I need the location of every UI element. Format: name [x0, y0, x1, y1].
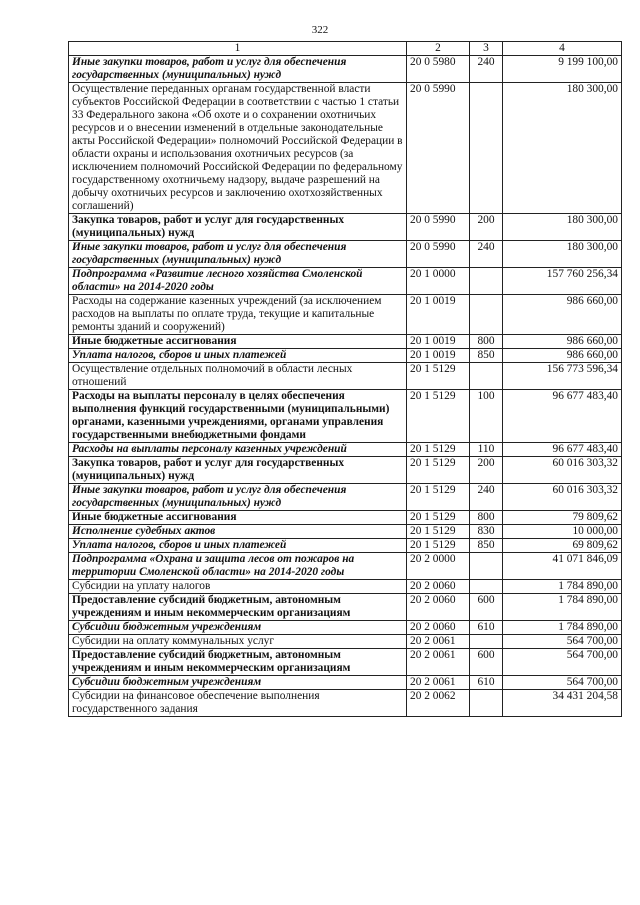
table-row [69, 649, 622, 676]
row-name: Расходы на выплаты персоналу в целях обеспечения выполнения функций государственными (муниципальными) органами, казенными учреждениями, органами управления государственными внебюджетными фондами [69, 390, 407, 443]
budget-code: 20 1 5129 [407, 525, 470, 539]
expense-type [470, 690, 503, 717]
expense-type [470, 580, 503, 594]
table-row [69, 511, 622, 525]
budget-code: 20 1 5129 [407, 390, 470, 443]
row-name: Иные бюджетные ассигнования [69, 511, 407, 525]
budget-code: 20 0 5990 [407, 241, 470, 268]
budget-code: 20 2 0062 [407, 690, 470, 717]
budget-code: 20 1 5129 [407, 443, 470, 457]
expense-type: 610 [470, 621, 503, 635]
table-row [69, 635, 622, 649]
amount: 564 700,00 [503, 635, 622, 649]
table-row [69, 268, 622, 295]
amount: 180 300,00 [503, 241, 622, 268]
amount: 986 660,00 [503, 349, 622, 363]
table-body [69, 56, 622, 717]
budget-code: 20 2 0060 [407, 594, 470, 621]
table-row [69, 525, 622, 539]
amount: 180 300,00 [503, 214, 622, 241]
row-name: Закупка товаров, работ и услуг для государственных (муниципальных) нужд [69, 214, 407, 241]
table-row [69, 295, 622, 335]
amount: 96 677 483,40 [503, 390, 622, 443]
row-name: Уплата налогов, сборов и иных платежей [69, 349, 407, 363]
row-name: Иные бюджетные ассигнования [69, 335, 407, 349]
expense-type [470, 635, 503, 649]
table-row [69, 484, 622, 511]
table-row [69, 594, 622, 621]
budget-code: 20 0 5980 [407, 56, 470, 83]
row-name: Иные закупки товаров, работ и услуг для обеспечения государственных (муниципальных) нужд [69, 484, 407, 511]
budget-code: 20 2 0061 [407, 649, 470, 676]
row-name: Предоставление субсидий бюджетным, автономным учреждениям и иным некоммерческим организациям [69, 649, 407, 676]
expense-type [470, 83, 503, 214]
table-row [69, 56, 622, 83]
table-row [69, 553, 622, 580]
expense-type: 240 [470, 56, 503, 83]
row-name: Расходы на выплаты персоналу казенных учреждений [69, 443, 407, 457]
amount: 34 431 204,58 [503, 690, 622, 717]
amount: 79 809,62 [503, 511, 622, 525]
row-name: Субсидии на финансовое обеспечение выполнения государственного задания [69, 690, 407, 717]
budget-code: 20 0 5990 [407, 214, 470, 241]
expense-type: 240 [470, 241, 503, 268]
table-row [69, 443, 622, 457]
amount: 986 660,00 [503, 335, 622, 349]
expense-type: 830 [470, 525, 503, 539]
budget-code: 20 1 5129 [407, 539, 470, 553]
row-name: Подпрограмма «Развитие лесного хозяйства Смоленской области» на 2014-2020 годы [69, 268, 407, 295]
row-name: Иные закупки товаров, работ и услуг для обеспечения государственных (муниципальных) нужд [69, 241, 407, 268]
table-row [69, 214, 622, 241]
table-row [69, 690, 622, 717]
expense-type [470, 268, 503, 295]
expense-type: 110 [470, 443, 503, 457]
header-col-2: 2 [407, 42, 470, 56]
table-row [69, 676, 622, 690]
budget-code: 20 2 0060 [407, 621, 470, 635]
amount: 180 300,00 [503, 83, 622, 214]
budget-code: 20 1 5129 [407, 363, 470, 390]
expense-type: 600 [470, 594, 503, 621]
table-row [69, 539, 622, 553]
expense-type: 800 [470, 511, 503, 525]
amount: 1 784 890,00 [503, 621, 622, 635]
expense-type [470, 553, 503, 580]
table-row [69, 390, 622, 443]
budget-code: 20 2 0000 [407, 553, 470, 580]
header-row [69, 42, 622, 56]
budget-code: 20 1 0019 [407, 349, 470, 363]
page-number: 322 [311, 24, 329, 36]
table-row [69, 83, 622, 214]
expense-type: 100 [470, 390, 503, 443]
amount: 60 016 303,32 [503, 484, 622, 511]
amount: 156 773 596,34 [503, 363, 622, 390]
expense-type [470, 295, 503, 335]
row-name: Субсидии бюджетным учреждениям [69, 621, 407, 635]
amount: 96 677 483,40 [503, 443, 622, 457]
row-name: Субсидии на уплату налогов [69, 580, 407, 594]
row-name: Закупка товаров, работ и услуг для государственных (муниципальных) нужд [69, 457, 407, 484]
table-row [69, 241, 622, 268]
row-name: Уплата налогов, сборов и иных платежей [69, 539, 407, 553]
header-col-3: 3 [470, 42, 503, 56]
budget-code: 20 2 0060 [407, 580, 470, 594]
budget-code: 20 1 0019 [407, 295, 470, 335]
budget-table [68, 41, 622, 717]
expense-type: 240 [470, 484, 503, 511]
table-row [69, 580, 622, 594]
table-row [69, 349, 622, 363]
amount: 60 016 303,32 [503, 457, 622, 484]
header-col-4: 4 [503, 42, 622, 56]
amount: 10 000,00 [503, 525, 622, 539]
table-row [69, 363, 622, 390]
budget-code: 20 1 5129 [407, 511, 470, 525]
amount: 1 784 890,00 [503, 594, 622, 621]
expense-type: 850 [470, 349, 503, 363]
expense-type: 610 [470, 676, 503, 690]
amount: 986 660,00 [503, 295, 622, 335]
row-name: Осуществление переданных органам государственной власти субъектов Российской Федерации в соответствии с частью 1 статьи 33 Федерального закона «Об охоте и о сохранении охотничьих ресурсов и о внесении изменений в отдельные законодательные акты Российской Федерации» полномочий Российской Федерации в области охраны и использования охотничьих ресурсов (за исключением полномочий Российской Федерации по федеральному государственному охотничьему надзору, выдаче разрешений на добычу охотничьих ресурсов и заключению охотхозяйственных соглашений) [69, 83, 407, 214]
table-row [69, 621, 622, 635]
row-name: Осуществление отдельных полномочий в области лесных отношений [69, 363, 407, 390]
expense-type: 850 [470, 539, 503, 553]
budget-code: 20 2 0061 [407, 635, 470, 649]
budget-code: 20 2 0061 [407, 676, 470, 690]
amount: 41 071 846,09 [503, 553, 622, 580]
row-name: Предоставление субсидий бюджетным, автономным учреждениям и иным некоммерческим организациям [69, 594, 407, 621]
budget-code: 20 1 5129 [407, 484, 470, 511]
row-name: Субсидии бюджетным учреждениям [69, 676, 407, 690]
table-row [69, 457, 622, 484]
table-row [69, 335, 622, 349]
expense-type: 200 [470, 214, 503, 241]
expense-type: 200 [470, 457, 503, 484]
expense-type [470, 363, 503, 390]
budget-code: 20 0 5990 [407, 83, 470, 214]
header-col-1: 1 [69, 42, 407, 56]
row-name: Иные закупки товаров, работ и услуг для обеспечения государственных (муниципальных) нужд [69, 56, 407, 83]
amount: 157 760 256,34 [503, 268, 622, 295]
amount: 564 700,00 [503, 649, 622, 676]
budget-code: 20 1 0019 [407, 335, 470, 349]
amount: 564 700,00 [503, 676, 622, 690]
amount: 69 809,62 [503, 539, 622, 553]
amount: 1 784 890,00 [503, 580, 622, 594]
expense-type: 600 [470, 649, 503, 676]
row-name: Субсидии на оплату коммунальных услуг [69, 635, 407, 649]
row-name: Подпрограмма «Охрана и защита лесов от пожаров на территории Смоленской области» на 2014-2020 годы [69, 553, 407, 580]
budget-code: 20 1 5129 [407, 457, 470, 484]
expense-type: 800 [470, 335, 503, 349]
row-name: Расходы на содержание казенных учреждений (за исключением расходов на выплаты по оплате труда, текущие и капитальные ремонты зданий и сооружений) [69, 295, 407, 335]
budget-code: 20 1 0000 [407, 268, 470, 295]
row-name: Исполнение судебных актов [69, 525, 407, 539]
amount: 9 199 100,00 [503, 56, 622, 83]
